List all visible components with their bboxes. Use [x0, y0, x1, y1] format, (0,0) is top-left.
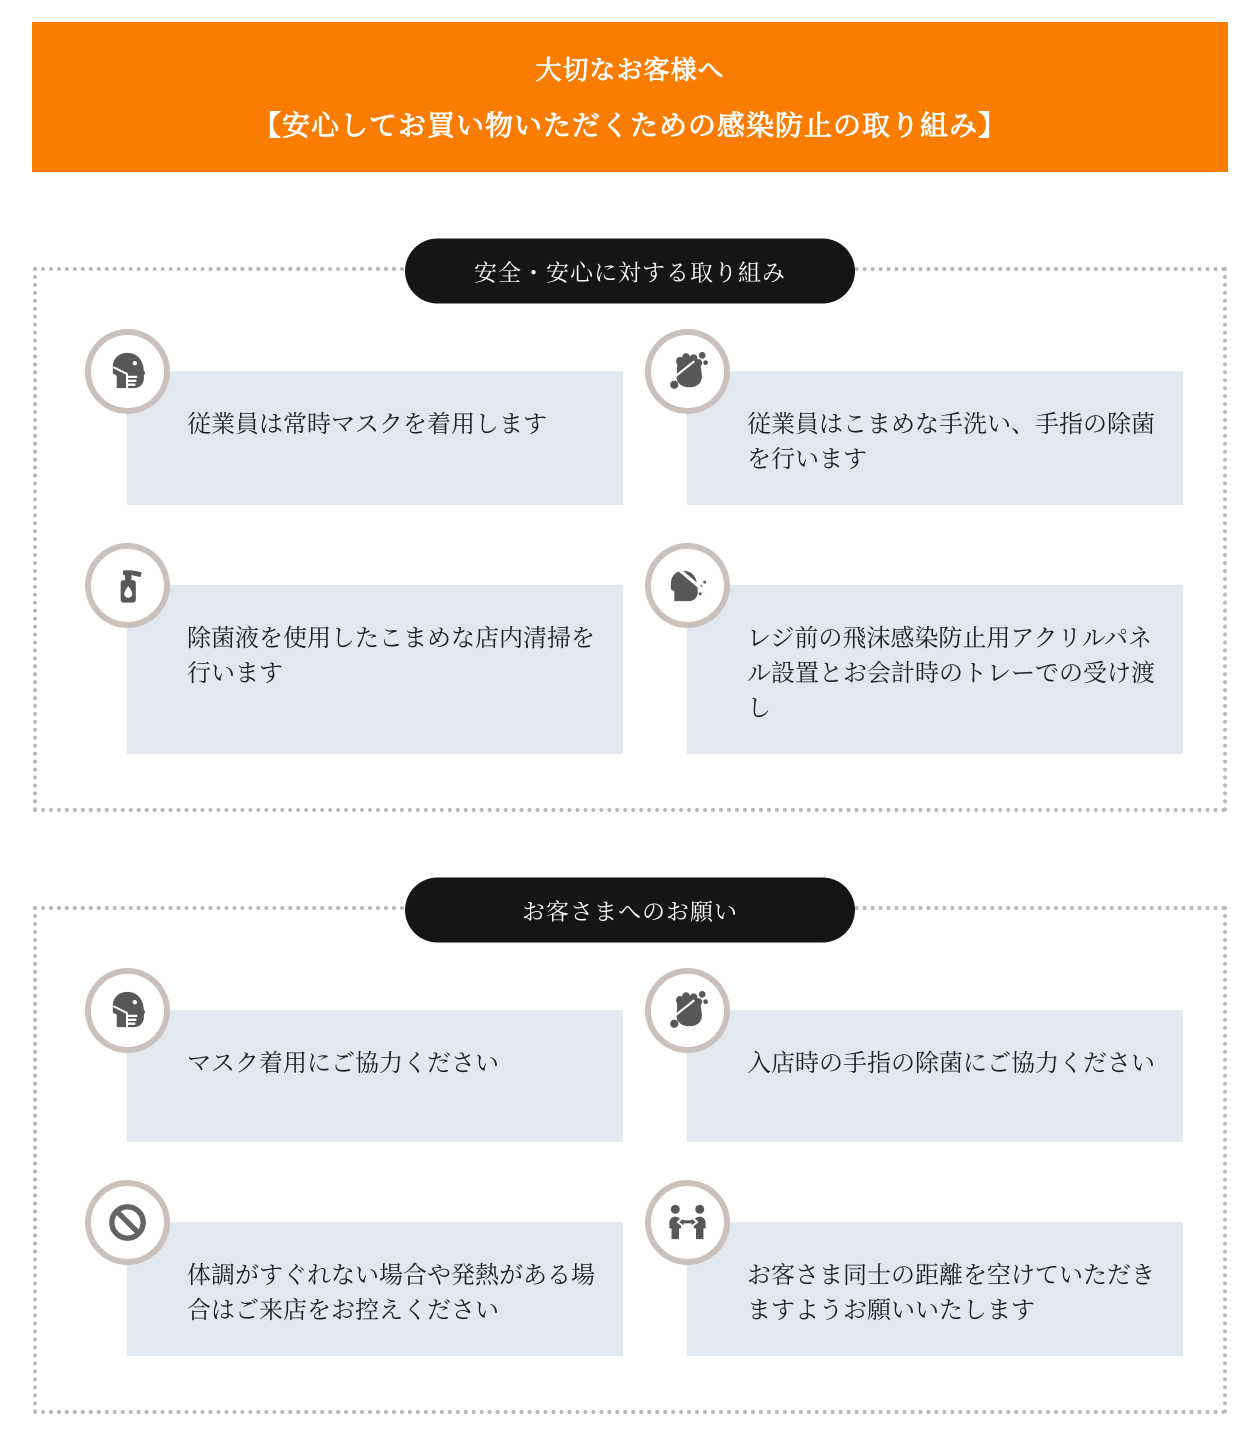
list-item [645, 1180, 1183, 1356]
measure-card: 従業員はこまめな手洗い、手指の除菌を行います [687, 371, 1183, 505]
section-title-pill: お客さまへのお願い [405, 878, 855, 943]
sanitizer-bottle-icon [85, 543, 170, 628]
mask-face-icon [85, 329, 170, 414]
list-item [85, 329, 623, 505]
list-item [85, 968, 623, 1142]
measure-card: 従業員は常時マスクを着用します [127, 371, 623, 505]
request-card: お客さま同士の距離を空けていただきますようお願いいたします [687, 1222, 1183, 1356]
section-title-pill: 安全・安心に対する取り組み [405, 239, 855, 304]
notice-banner [32, 22, 1228, 172]
list-item [645, 329, 1183, 505]
list-item [85, 543, 623, 754]
list-item [645, 543, 1183, 754]
mask-face-icon [85, 968, 170, 1053]
no-entry-icon [85, 1180, 170, 1265]
section-customer-requests [33, 898, 1227, 1414]
droplet-barrier-icon [645, 543, 730, 628]
request-card: 入店時の手指の除菌にご協力ください [687, 1010, 1183, 1142]
hand-wash-icon [645, 329, 730, 414]
measure-card: レジ前の飛沫感染防止用アクリルパネル設置とお会計時のトレーでの受け渡し [687, 585, 1183, 754]
banner-title-line1: 大切なお客様へ [535, 55, 725, 85]
section-safety-measures [33, 259, 1227, 812]
measures-grid [85, 329, 1183, 754]
request-card: 体調がすぐれない場合や発熱がある場合はご来店をお控えください [127, 1222, 623, 1356]
list-item [645, 968, 1183, 1142]
requests-grid [85, 968, 1183, 1356]
hand-wash-icon [645, 968, 730, 1053]
measure-card: 除菌液を使用したこまめな店内清掃を行います [127, 585, 623, 754]
request-card: マスク着用にご協力ください [127, 1010, 623, 1142]
banner-title-line2: 【安心してお買い物いただくための感染防止の取り組み】 [252, 110, 1007, 141]
list-item [85, 1180, 623, 1356]
social-distance-icon [645, 1180, 730, 1265]
